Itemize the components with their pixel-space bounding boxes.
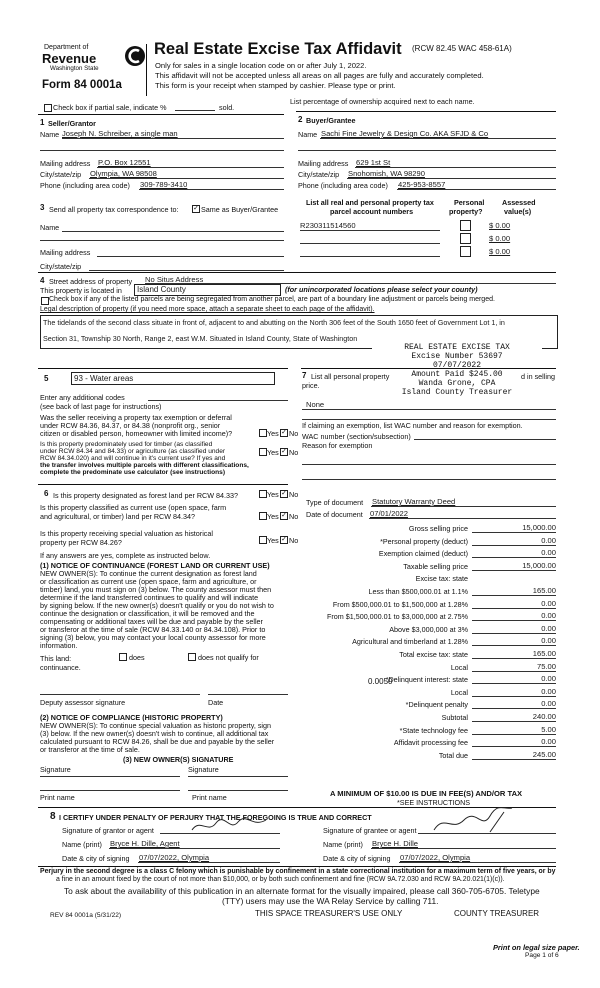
notice-1-text-2: or classification as current use (open space, farm and agriculture, or — [40, 577, 257, 586]
section-2-number: 2 — [298, 115, 303, 124]
tax-row-value[interactable]: 245.00 — [532, 749, 556, 759]
seller-phone-line — [139, 189, 284, 190]
exemption-yes-checkbox[interactable] — [259, 429, 267, 437]
revenue-wordmark: Revenue — [42, 51, 97, 66]
buyer-name[interactable]: Sachi Fine Jewelry & Design Co. AKA SFJD & Co — [321, 129, 489, 138]
tax-row-label: Total excise tax: state — [399, 650, 468, 659]
forest-yes-checkbox[interactable] — [259, 490, 267, 498]
tax-row-value[interactable]: 0.00 — [541, 598, 556, 608]
historic-q-1: Is this property receiving special valuation as historical — [40, 529, 213, 538]
local-rate: 0.0050 — [368, 677, 393, 686]
corr-mail-label: Mailing address — [40, 248, 91, 257]
grantor-date-line — [138, 862, 280, 863]
tax-row-line — [472, 708, 556, 709]
tax-row-value[interactable]: 165.00 — [532, 649, 556, 658]
segregated-checkbox[interactable] — [41, 297, 49, 305]
section-rule — [38, 114, 284, 115]
parcel-line-3 — [300, 256, 440, 257]
timber-yes-checkbox[interactable] — [259, 448, 267, 456]
seller-name[interactable]: Joseph N. Schreiber, a single man — [62, 129, 178, 138]
grantor-name-line — [109, 848, 280, 849]
signature-label: Signature — [40, 765, 71, 774]
owner-print-line-1[interactable] — [40, 790, 180, 791]
tax-row-label: Taxable selling price — [403, 561, 468, 571]
street-address[interactable]: No Situs Address — [145, 275, 204, 284]
buyer-phone-line — [397, 189, 556, 190]
treasurer-use-label: THIS SPACE TREASURER'S USE ONLY — [255, 909, 403, 918]
deputy-date-label: Date — [208, 698, 224, 707]
tax-row-label: From $1,500,000.01 to $3,000,000 at 2.75% — [326, 612, 468, 622]
tax-row-label: Subtotal — [441, 713, 468, 722]
alt-format-line-2: (TTY) users may use the WA Relay Service by calling 711. — [222, 896, 439, 906]
additional-codes-line[interactable] — [148, 400, 288, 401]
tax-row-value[interactable]: 0.00 — [541, 535, 556, 545]
perjury-line-2: a fine in an amount fixed by the court of not more than $10,000, or by both such confinement and fine (RCW 9A.72.030 and RCW 9A.20.021(1)(c)). — [56, 876, 505, 883]
section-4-number: 4 — [40, 276, 45, 285]
grantor-signature-label: Signature of grantor or agent — [62, 826, 154, 835]
tax-row-label: *Delinquent interest: state — [385, 675, 468, 685]
no-label: No — [289, 448, 299, 457]
tax-row-value[interactable]: 0.00 — [541, 623, 556, 633]
exemption-q-3: citizen or disabled person, homeowner with limited income)? — [40, 429, 233, 438]
personal-property-checkbox-2[interactable] — [460, 233, 471, 244]
notice-1-text-7: compensating or additional taxes will be due and payable by the seller — [40, 617, 263, 626]
personal-property-label-3: d in selling — [521, 372, 555, 381]
grantor-date-label: Date & city of signing — [62, 854, 130, 863]
tax-row-line — [472, 721, 556, 722]
certify-statement: I CERTIFY UNDER PENALTY OF PERJURY THAT THE FOREGOING IS TRUE AND CORRECT — [59, 813, 372, 822]
no-label: No — [289, 490, 299, 499]
timber-q-2: under RCW 84.34 and 84.33) or agriculture (as classified under — [40, 448, 226, 455]
grantor-name-label: Name (print) — [62, 840, 102, 849]
section-6-number: 6 — [44, 489, 49, 498]
legal-description-line-2: Section 31, Township 30 North, Range 2, east W.M. Situated in Island County, State of Washington — [43, 334, 358, 343]
form-title: Real Estate Excise Tax Affidavit — [154, 40, 402, 58]
timber-q-5: complete the predominate use calculator (see instructions) — [40, 469, 226, 476]
exemption-claim-label: If claiming an exemption, list WAC number and reason for exemption. — [302, 421, 523, 430]
alt-format-line-1: To ask about the availability of this publication in an alternate format for the visually impaired, please call 360-705-6705. Teletype — [64, 886, 540, 896]
segregated-label: Check box if any of the listed parcels are being segregated from another parcel, are part of a boundary line adjustment or parcels being merged. — [49, 296, 495, 303]
seller-mail[interactable]: P.O. Box 12551 — [98, 158, 151, 167]
section-rule — [38, 484, 288, 485]
does-checkbox[interactable] — [119, 653, 127, 661]
buyer-mail-line — [355, 167, 556, 168]
stamp-line-1: REAL ESTATE EXCISE TAX — [404, 343, 510, 352]
corr-extra-line — [40, 240, 284, 241]
tax-row-line — [472, 620, 556, 621]
notice-1-title: (1) NOTICE OF CONTINUANCE (FOREST LAND OR CURRENT USE) — [40, 561, 270, 570]
tax-row-line — [472, 696, 556, 697]
rcw-reference: (RCW 82.45 WAC 458-61A) — [412, 44, 512, 53]
section-rule — [38, 272, 556, 273]
header-line-3: This form is your receipt when stamped by cashier. Please type or print. — [155, 81, 396, 90]
grantor-name[interactable]: Bryce H. Dille, Agent — [110, 839, 180, 848]
dor-logo — [40, 44, 146, 74]
seller-name-line — [62, 138, 284, 139]
section-7-number: 7 — [302, 371, 307, 380]
dor-emblem-icon — [124, 45, 146, 67]
no-label: No — [289, 512, 299, 521]
washington-state-label: Washington State — [50, 65, 99, 72]
treasurer-stamp — [372, 343, 542, 397]
tax-row-label: Local — [450, 687, 468, 697]
header-line-1: Only for sales in a single location code on or after July 1, 2022. — [155, 61, 367, 70]
ownership-note: List percentage of ownership acquired next to each name. — [290, 97, 475, 106]
use-code-select[interactable]: 93 - Water areas — [71, 372, 275, 385]
grantee-name-line — [371, 848, 556, 849]
tax-row-line — [472, 746, 556, 747]
historic-no-checkbox[interactable]: ✓ — [281, 536, 287, 543]
current-use-yes-checkbox[interactable] — [259, 512, 267, 520]
correspondence-label: Send all property tax correspondence to: — [49, 205, 179, 214]
dept-label: Department of — [44, 44, 89, 51]
timber-q-3: RCW 84.34.020) and will continue in it's current use? If yes and — [40, 455, 226, 462]
tax-row-label: *Delinquent penalty — [405, 700, 468, 710]
tax-row-value[interactable]: 0.00 — [541, 674, 556, 684]
tax-row-value[interactable]: 0.00 — [541, 548, 556, 558]
personal-property-label: List all personal property — [311, 372, 390, 381]
corr-city-line[interactable] — [89, 270, 284, 271]
revision-label: REV 84 0001a (5/31/22) — [50, 912, 122, 919]
corr-city-label: City/state/zip — [40, 262, 82, 271]
partial-sale-checkbox[interactable] — [44, 104, 52, 112]
personal-header-2: property? — [449, 207, 483, 216]
seller-mail-label: Mailing address — [40, 159, 91, 168]
see-instructions: *SEE INSTRUCTIONS — [397, 798, 471, 807]
corr-mail-line[interactable] — [97, 256, 284, 257]
exemption-q-1: Was the seller receiving a property tax exemption or deferral — [40, 413, 232, 422]
signature-label-2: Signature — [188, 765, 219, 774]
partial-sale-label: Check box if partial sale, indicate % — [53, 103, 167, 112]
assessed-value-1[interactable]: $ 0.00 — [489, 221, 511, 230]
section-rule — [301, 368, 556, 369]
exemption-no-checkbox[interactable]: ✓ — [281, 429, 287, 436]
owner-signature-line-2[interactable] — [188, 776, 288, 777]
header-line-2: This affidavit will not be accepted unless all areas on all pages are fully and accurately completed. — [155, 71, 484, 80]
county-select[interactable]: Island County — [134, 284, 281, 296]
seller-name-label: Name — [40, 130, 60, 139]
deputy-signature-line[interactable] — [40, 694, 200, 695]
tax-row-label: Total due — [438, 750, 468, 760]
current-use-q-2: and agricultural, or timber) land per RCW 84.34? — [40, 512, 196, 521]
personal-property-checkbox-1[interactable] — [460, 220, 471, 231]
located-label: This property is located in — [40, 286, 122, 295]
grantor-signature-mark — [190, 814, 270, 836]
current-use-q-1: Is this property classified as current use (open space, farm — [40, 503, 227, 512]
yes-label: Yes — [267, 429, 279, 438]
deputy-date-line[interactable] — [208, 694, 288, 695]
additional-codes-label: Enter any additional codes — [40, 393, 125, 402]
personal-property-label-2: price. — [302, 381, 320, 390]
timber-q-1: Is this property predominately used for timber (as classified — [40, 441, 213, 448]
stamp-line-6: Island County Treasurer — [401, 388, 513, 397]
doc-type-line — [371, 506, 556, 507]
tax-row-label: Exemption claimed (deduct) — [378, 549, 468, 559]
legal-description-line-1: The tidelands of the second class situate in front of, adjacent to and abutting on the North 306 feet of the South 1650 feet of Government Lot 1, in — [43, 318, 505, 327]
tax-row-line — [472, 671, 556, 672]
tax-row-value[interactable]: 0.00 — [541, 636, 556, 646]
street-label: Street address of property — [49, 277, 133, 286]
personal-property-checkbox-3[interactable] — [460, 246, 471, 257]
same-as-buyer-checkbox[interactable]: ✓ — [193, 205, 199, 212]
additional-codes-note: (see back of last page for instructions) — [40, 402, 162, 411]
tax-row-line — [472, 557, 556, 558]
seller-extra-line — [40, 150, 284, 151]
tax-row-label: Gross selling price — [408, 524, 468, 533]
seller-phone[interactable]: 309-789-3410 — [140, 180, 188, 189]
tax-calculation-table — [300, 520, 560, 780]
legal-paper-note: Print on legal size paper. — [493, 943, 580, 952]
seller-heading: Seller/Grantor — [48, 119, 96, 128]
section-5-number: 5 — [44, 374, 49, 383]
does-label: does — [129, 653, 145, 662]
reason-label: Reason for exemption — [302, 441, 373, 450]
continuance-label: continuance. — [40, 663, 81, 672]
same-as-buyer-label: Same as Buyer/Grantee — [201, 205, 279, 214]
stamp-line-5: Wanda Grone, CPA — [418, 379, 496, 388]
grantee-name[interactable]: Bryce H. Dille — [372, 839, 418, 848]
notice-2-text-2: (3) below. If the new owner(s) doesn't wish to continue, all additional tax — [40, 729, 269, 738]
tax-row-value[interactable]: 75.00 — [536, 661, 556, 671]
parcel-line-2 — [300, 243, 440, 244]
deputy-label: Deputy assessor signature — [40, 698, 126, 707]
unincorporated-note: (for unincorporated locations please select your county) — [285, 285, 478, 294]
doc-date-label: Date of document — [306, 510, 363, 519]
yes-label: Yes — [267, 512, 279, 521]
yes-label: Yes — [267, 448, 279, 457]
header-divider — [146, 44, 147, 96]
tax-row-value[interactable]: 0.00 — [541, 699, 556, 709]
assessed-header: Assessed — [502, 198, 536, 207]
tax-row-label: Less than $500,000.01 at 1.1% — [368, 587, 468, 596]
forest-q: Is this property designated as forest land per RCW 84.33? — [53, 491, 238, 500]
assessed-value-3[interactable]: $ 0.00 — [489, 247, 511, 256]
assessed-header-2: value(s) — [504, 207, 532, 216]
doc-type[interactable]: Statutory Warranty Deed — [372, 497, 456, 506]
notice-2-text-1: NEW OWNER(S): To continue special valuation as historic property, sign — [40, 721, 272, 730]
tax-row-line — [472, 570, 556, 571]
section-3-number: 3 — [40, 203, 45, 212]
tax-row-line — [472, 645, 556, 646]
reason-line-1[interactable] — [302, 464, 556, 465]
minimum-fee-note: A MINIMUM OF $10.00 IS DUE IN FEE(S) AND/OR TAX — [330, 789, 523, 798]
notice-1-text-6: continue the designation or classification, it will be removed and the — [40, 609, 255, 618]
notice-3-title: (3) NEW OWNER(S) SIGNATURE — [123, 755, 234, 764]
does-not-checkbox[interactable] — [188, 653, 196, 661]
tax-row-value[interactable]: 0.00 — [541, 686, 556, 696]
tax-row-line — [472, 608, 556, 609]
personal-property-value[interactable]: None — [306, 400, 325, 409]
section-1-number: 1 — [40, 118, 45, 127]
tax-row-label: *Personal property (deduct) — [380, 536, 468, 546]
owner-print-line-2[interactable] — [188, 790, 288, 791]
wac-label: WAC number (section/subsection) — [302, 432, 411, 441]
if-yes-note: If any answers are yes, complete as instructed below. — [40, 551, 211, 560]
perjury-line-1: Perjury in the second degree is a class C felony which is punishable by confinement in a state correctional institution for a maximum term of five years, or by — [40, 868, 556, 875]
grantor-date[interactable]: 07/07/2022, Olympia — [139, 853, 210, 862]
section-8-number: 8 — [50, 811, 56, 822]
assessed-value-2[interactable]: $ 0.00 — [489, 234, 511, 243]
buyer-phone-label: Phone (including area code) — [298, 181, 388, 190]
buyer-name-line — [320, 138, 556, 139]
buyer-phone[interactable]: 425-953-8557 — [398, 180, 446, 189]
tax-row-line — [472, 683, 556, 684]
section-rule — [296, 111, 556, 112]
stamp-line-2: Excise Number 53697 — [411, 352, 503, 361]
notice-1-text-9: signing (3) below, you may contact your local county assessor for more — [40, 633, 266, 642]
tax-row-value[interactable]: 165.00 — [532, 586, 556, 595]
doc-type-label: Type of document — [306, 498, 364, 507]
partial-sale-sold: sold. — [219, 103, 235, 112]
stamp-line-3: 07/07/2022 — [432, 361, 481, 370]
county-treasurer-label: COUNTY TREASURER — [454, 909, 540, 918]
buyer-extra-line — [298, 150, 556, 151]
grantee-date[interactable]: 07/07/2022, Olympia — [400, 853, 471, 862]
tax-row-value[interactable]: 0.00 — [541, 611, 556, 621]
seller-mail-line — [97, 167, 284, 168]
tax-row-value[interactable]: 15,000.00 — [522, 560, 556, 570]
notice-1-text-10: information. — [40, 641, 78, 650]
does-not-label: does not qualify for — [198, 653, 259, 662]
yes-label: Yes — [267, 490, 279, 499]
buyer-city-label: City/state/zip — [298, 170, 340, 179]
form-number: Form 84 0001a — [42, 79, 122, 91]
yes-label: Yes — [267, 536, 279, 545]
no-label: No — [289, 536, 299, 545]
partial-sale-percent-line[interactable] — [175, 110, 215, 111]
no-label: No — [289, 429, 299, 438]
section-rule — [38, 368, 288, 369]
tax-row-line — [472, 734, 556, 735]
tax-row-label: *State technology fee — [399, 725, 468, 735]
historic-yes-checkbox[interactable] — [259, 536, 267, 544]
personal-header: Personal — [454, 198, 485, 207]
parcels-header-2: parcel account numbers — [330, 207, 414, 216]
stamp-line-4: Amount Paid $245.00 — [411, 370, 503, 379]
timber-q-4: the transfer involves multiple parcels with different classifications, — [40, 462, 249, 469]
buyer-city-line — [347, 178, 556, 179]
buyer-name-label: Name — [298, 130, 318, 139]
tax-row-label: Local — [450, 662, 468, 672]
doc-date-line — [369, 518, 556, 519]
print-name-label-2: Print name — [192, 793, 227, 802]
grantee-date-label: Date & city of signing — [323, 854, 391, 863]
notice-1-text-4: determine if the land transferred continues to qualify and will indicate — [40, 593, 259, 602]
buyer-heading: Buyer/Grantee — [306, 116, 356, 125]
notice-1-text-5: by signing below. If the new owner(s) doesn't qualify or you do not wish to — [40, 601, 274, 610]
notice-2-text-4: or transferor at the time of sale. — [40, 745, 140, 754]
tax-row-value[interactable]: 0.00 — [541, 737, 556, 747]
historic-q-2: property per RCW 84.26? — [40, 538, 122, 547]
tax-row-label: Affidavit processing fee — [393, 738, 468, 748]
personal-property-line — [302, 409, 556, 410]
seller-city-label: City/state/zip — [40, 170, 82, 179]
tax-row-line — [472, 759, 556, 760]
grantee-signature-mark — [430, 806, 520, 836]
reason-line-2[interactable] — [302, 479, 556, 480]
tax-row-value[interactable]: 15,000.00 — [522, 523, 556, 532]
tax-row-label: Agricultural and timberland at 1.28% — [352, 637, 468, 647]
tax-row-line — [472, 595, 556, 596]
legal-description-label: Legal description of property (if you need more space, attach a separate sheet to each page of the affidavit). — [40, 306, 375, 313]
corr-name-line[interactable] — [62, 231, 284, 232]
buyer-city[interactable]: Snohomish, WA 98290 — [348, 169, 425, 178]
section-rule — [38, 866, 556, 867]
tax-row-value[interactable]: 240.00 — [532, 712, 556, 721]
tax-row-label: From $500,000.01 to $1,500,000 at 1.28% — [332, 599, 468, 609]
tax-row-line — [472, 658, 556, 659]
tax-row-line — [472, 545, 556, 546]
tax-row-value[interactable]: 5.00 — [541, 724, 556, 734]
notice-2-text-3: calculated pursuant to RCW 84.26, shall be due and payable by the seller — [40, 737, 275, 746]
this-land-label: This land: — [40, 654, 72, 663]
tax-row-line — [472, 633, 556, 634]
parcel-line-1 — [300, 230, 440, 231]
personal-property-line-2 — [302, 419, 556, 420]
notice-1-text-1: NEW OWNER(S): To continue the current designation as forest land — [40, 569, 257, 578]
notice-1-text-8: or transferor at the time of sale (RCW 84.33.140 or 84.34.108). Prior to — [40, 625, 266, 634]
grantee-date-line — [399, 862, 556, 863]
corr-name-label: Name — [40, 223, 60, 232]
notice-1-text-3: timber) land, you must sign on (3) below. The county assessor must then — [40, 585, 272, 594]
current-use-no-checkbox[interactable]: ✓ — [281, 512, 287, 519]
timber-no-checkbox[interactable]: ✓ — [281, 448, 287, 455]
grantee-signature-label: Signature of grantee or agent — [323, 826, 417, 835]
seller-city-line — [89, 178, 284, 179]
page-number: Page 1 of 6 — [525, 952, 559, 959]
buyer-mail-label: Mailing address — [298, 159, 349, 168]
forest-no-checkbox[interactable]: ✓ — [281, 490, 287, 497]
doc-date[interactable]: 07/01/2022 — [370, 509, 409, 518]
seller-city[interactable]: Olympia, WA 98508 — [90, 169, 157, 178]
grantee-name-label: Name (print) — [323, 840, 363, 849]
print-name-label: Print name — [40, 793, 75, 802]
tax-row-label: Above $3,000,000 at 3% — [389, 624, 468, 634]
tax-row-label: Excise tax: state — [415, 574, 468, 584]
buyer-mail[interactable]: 629 1st St — [356, 158, 391, 167]
owner-signature-line-1[interactable] — [40, 776, 180, 777]
notice-2-title: (2) NOTICE OF COMPLIANCE (HISTORIC PROPERTY) — [40, 713, 223, 722]
wac-line[interactable] — [414, 439, 556, 440]
tax-row-line — [472, 532, 556, 533]
parcel-number-1[interactable]: R230311514560 — [300, 221, 356, 230]
seller-phone-label: Phone (including area code) — [40, 181, 130, 190]
parcels-header: List all real and personal property tax — [306, 198, 434, 207]
exemption-q-2: under RCW 84.36, 84.37, or 84.38 (nonprofit org., senior — [40, 421, 221, 430]
